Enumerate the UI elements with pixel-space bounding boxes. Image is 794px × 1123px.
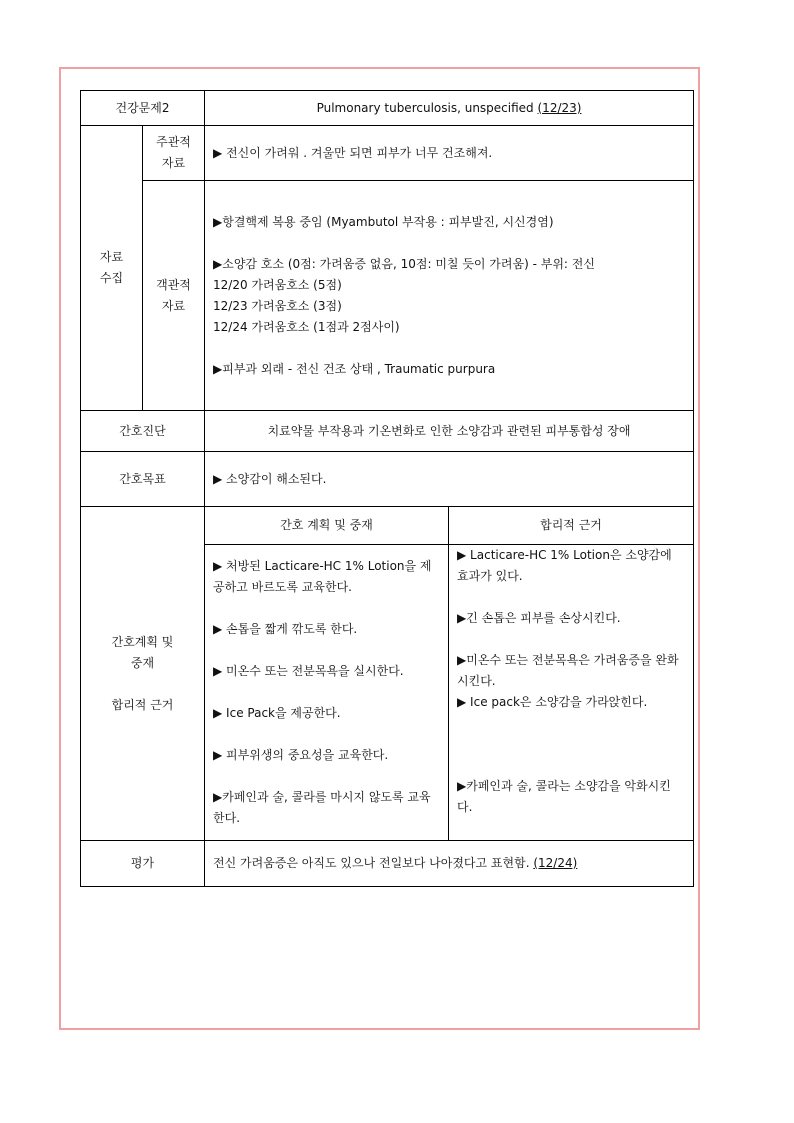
problem-label: 건강문제2 [81, 91, 205, 126]
objective-line-1224: 12/24 가려움호소 (1점과 2점사이) [213, 319, 400, 334]
problem-row [81, 91, 694, 126]
objective-line-1220: 12/20 가려움호소 (5점) [213, 277, 342, 292]
data-collection-label [81, 126, 143, 411]
subjective-label [143, 126, 205, 181]
objective-line-medication: ▶항결핵제 복용 중임 (Myambutol 부작용 : 피부발진, 시신경염) [213, 214, 554, 229]
rationale-ice-pack: ▶ Ice pack은 소양감을 가라앉힌다. [457, 695, 648, 709]
diagnosis-row [81, 411, 694, 452]
diagnosis-text: 치료약물 부작용과 기온변화로 인한 소양감과 관련된 피부통합성 장애 [205, 411, 694, 452]
problem-title-text: Pulmonary tuberculosis, unspecified [316, 100, 534, 115]
goal-label: 간호목표 [81, 452, 205, 507]
plan-label-line1: 간호계획 및 [111, 634, 174, 649]
data-collection-label-line1: 자료 [99, 250, 124, 264]
objective-row [81, 181, 694, 411]
problem-date: (12/23) [537, 100, 582, 115]
plan-label-line2: 중재 [130, 655, 155, 670]
rationale-bath: ▶미온수 또는 전분목욕은 가려움증을 완화시킨다. [457, 653, 679, 688]
intervention-caffeine: ▶카페인과 술, 콜라를 마시지 않도록 교육한다. [213, 790, 431, 825]
subjective-label-line2: 자료 [161, 156, 186, 170]
evaluation-label: 평가 [81, 841, 205, 887]
evaluation-row [81, 841, 694, 887]
evaluation-text-body: 전신 가려움증은 아직도 있으나 전일보다 나아졌다고 표현함. [213, 856, 530, 870]
objective-label [143, 181, 205, 411]
intervention-nails: ▶ 손톱을 짧게 깎도록 한다. [213, 622, 358, 636]
evaluation-text [205, 841, 694, 887]
intervention-lotion: ▶ 처방된 Lacticare-HC 1% Lotion을 제공하고 바르도록 교육한다. [213, 559, 432, 594]
subjective-text: ▶ 전신이 가려워 . 겨울만 되면 피부가 너무 건조해져. [205, 126, 694, 181]
objective-line-itch-scale: ▶소양감 호소 (0점: 가려움증 없음, 10점: 미칠 듯이 가려움) - 부위: 전신 [213, 256, 595, 271]
intervention-hygiene: ▶ 피부위생의 중요성을 교육한다. [213, 748, 389, 762]
intervention-ice-pack: ▶ Ice Pack을 제공한다. [213, 706, 341, 720]
rationale-caffeine: ▶카페인과 술, 콜라는 소양감을 악화시킨다. [457, 779, 671, 814]
subjective-label-line1: 주관적 [156, 135, 191, 149]
rationales-cell [449, 545, 694, 841]
objective-line-1223: 12/23 가려움호소 (3점) [213, 298, 342, 313]
objective-line-dermatology: ▶피부과 외래 - 전신 건조 상태 , Traumatic purpura [213, 361, 496, 376]
diagnosis-label: 간호진단 [81, 411, 205, 452]
nursing-care-plan-table [80, 90, 694, 887]
intervention-bath: ▶ 미온수 또는 전분목욕을 실시한다. [213, 664, 404, 678]
rationale-lotion: ▶ Lacticare-HC 1% Lotion은 소양감에 효과가 있다. [457, 548, 672, 583]
intervention-column-header: 간호 계획 및 중재 [205, 507, 449, 545]
plan-header-row [81, 507, 694, 545]
evaluation-date: (12/24) [533, 856, 578, 870]
plan-label-line3: 합리적 근거 [111, 697, 174, 712]
rationale-column-header: 합리적 근거 [449, 507, 694, 545]
problem-title [205, 91, 694, 126]
data-collection-label-line2: 수집 [99, 271, 124, 285]
objective-label-line1: 객관적 [156, 277, 191, 292]
goal-row [81, 452, 694, 507]
objective-label-line2: 자료 [161, 298, 186, 313]
goal-text: ▶ 소양감이 해소된다. [205, 452, 694, 507]
plan-label [81, 507, 205, 841]
objective-text [205, 181, 694, 411]
interventions-cell [205, 545, 449, 841]
rationale-nails: ▶긴 손톱은 피부를 손상시킨다. [457, 611, 621, 625]
subjective-row [81, 126, 694, 181]
